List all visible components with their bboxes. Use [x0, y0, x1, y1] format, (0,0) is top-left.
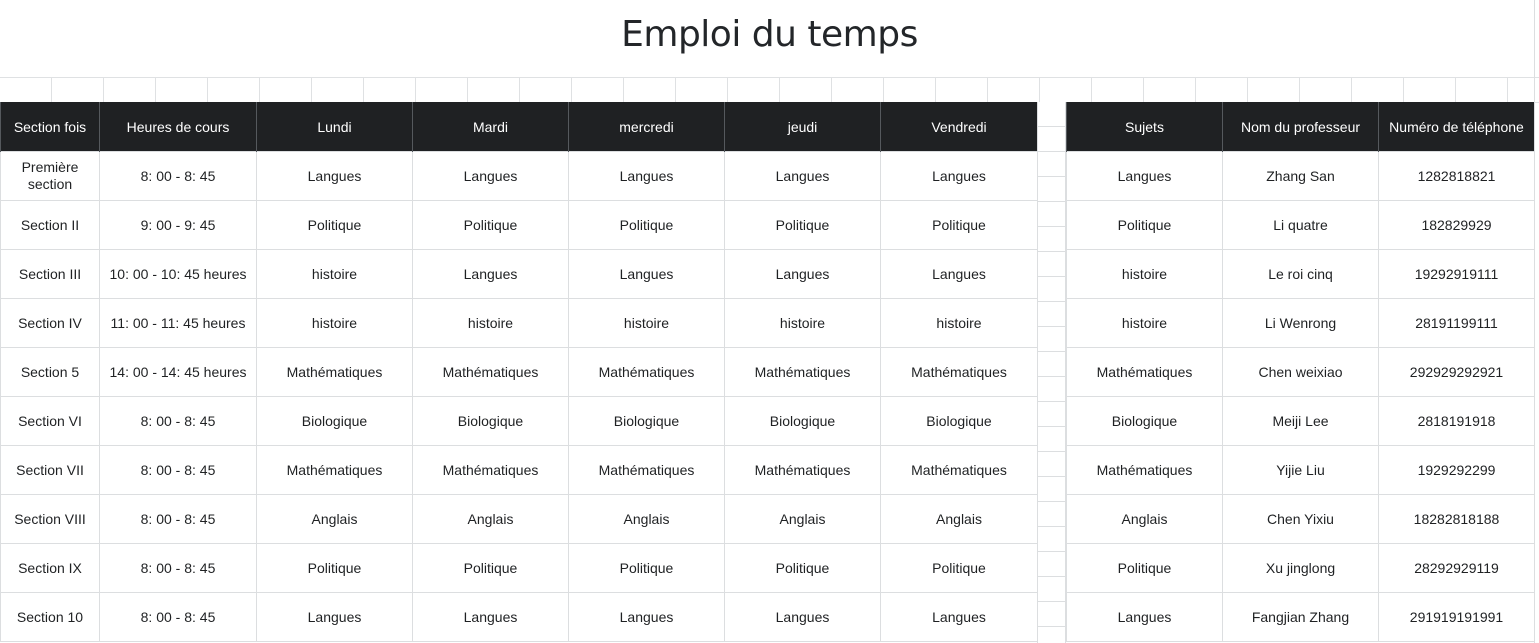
- phone-cell[interactable]: 28191199111: [1379, 299, 1535, 348]
- day-cell[interactable]: Mathématiques: [413, 446, 569, 495]
- phone-cell[interactable]: 2818191918: [1379, 397, 1535, 446]
- day-cell[interactable]: Langues: [257, 593, 413, 642]
- day-cell[interactable]: Mathématiques: [881, 348, 1038, 397]
- day-cell[interactable]: histoire: [569, 299, 725, 348]
- day-cell[interactable]: Langues: [725, 593, 881, 642]
- teacher-cell[interactable]: Meiji Lee: [1223, 397, 1379, 446]
- table-row: [1067, 152, 1535, 201]
- subject-cell[interactable]: Mathématiques: [1067, 446, 1223, 495]
- hours-cell[interactable]: 8: 00 - 8: 45: [100, 495, 257, 544]
- day-cell[interactable]: Politique: [413, 201, 569, 250]
- table-row: [1067, 348, 1535, 397]
- day-cell[interactable]: Politique: [725, 544, 881, 593]
- subject-cell[interactable]: Langues: [1067, 593, 1223, 642]
- timetable: [0, 102, 1038, 642]
- day-cell[interactable]: histoire: [725, 299, 881, 348]
- teacher-header-row: [1067, 102, 1535, 152]
- hours-cell[interactable]: 9: 00 - 9: 45: [100, 201, 257, 250]
- day-cell[interactable]: Politique: [413, 544, 569, 593]
- column-gap: [1037, 102, 1066, 643]
- section-cell[interactable]: Section IX: [1, 544, 100, 593]
- timetable-header-row: [1, 102, 1038, 152]
- day-cell[interactable]: histoire: [257, 299, 413, 348]
- column-header[interactable]: Numéro de téléphone: [1379, 102, 1535, 152]
- section-cell[interactable]: Section III: [1, 250, 100, 299]
- table-row: [1067, 397, 1535, 446]
- section-cell[interactable]: Section VIII: [1, 495, 100, 544]
- hours-cell[interactable]: 8: 00 - 8: 45: [100, 152, 257, 201]
- hours-cell[interactable]: 8: 00 - 8: 45: [100, 544, 257, 593]
- table-row: [1, 593, 1038, 642]
- subject-cell[interactable]: Langues: [1067, 152, 1223, 201]
- day-cell[interactable]: Anglais: [257, 495, 413, 544]
- subject-cell[interactable]: histoire: [1067, 299, 1223, 348]
- day-cell[interactable]: Langues: [413, 152, 569, 201]
- day-cell[interactable]: Anglais: [569, 495, 725, 544]
- day-cell[interactable]: Langues: [881, 250, 1038, 299]
- column-header[interactable]: mercredi: [569, 102, 725, 152]
- column-header[interactable]: Sujets: [1067, 102, 1223, 152]
- day-cell[interactable]: Langues: [569, 250, 725, 299]
- table-row: [1067, 250, 1535, 299]
- phone-cell[interactable]: 18282818188: [1379, 495, 1535, 544]
- day-cell[interactable]: Politique: [569, 201, 725, 250]
- hours-cell[interactable]: 8: 00 - 8: 45: [100, 446, 257, 495]
- day-cell[interactable]: Langues: [725, 250, 881, 299]
- day-cell[interactable]: Langues: [569, 152, 725, 201]
- day-cell[interactable]: Biologique: [569, 397, 725, 446]
- day-cell[interactable]: Biologique: [257, 397, 413, 446]
- phone-cell[interactable]: 292929292921: [1379, 348, 1535, 397]
- section-cell[interactable]: Section VII: [1, 446, 100, 495]
- table-row: [1, 201, 1038, 250]
- day-cell[interactable]: histoire: [881, 299, 1038, 348]
- table-row: [1, 397, 1038, 446]
- day-cell[interactable]: Mathématiques: [257, 446, 413, 495]
- section-cell[interactable]: Section 10: [1, 593, 100, 642]
- teacher-cell[interactable]: Zhang San: [1223, 152, 1379, 201]
- teacher-cell[interactable]: Li quatre: [1223, 201, 1379, 250]
- table-row: [1, 446, 1038, 495]
- section-cell[interactable]: Section VI: [1, 397, 100, 446]
- day-cell[interactable]: Politique: [725, 201, 881, 250]
- phone-cell[interactable]: 1282818821: [1379, 152, 1535, 201]
- day-cell[interactable]: Langues: [881, 152, 1038, 201]
- phone-cell[interactable]: 1929292299: [1379, 446, 1535, 495]
- table-row: [1067, 299, 1535, 348]
- table-row: [1067, 544, 1535, 593]
- day-cell[interactable]: Mathématiques: [569, 348, 725, 397]
- day-cell[interactable]: Mathématiques: [881, 446, 1038, 495]
- teacher-cell[interactable]: Yijie Liu: [1223, 446, 1379, 495]
- page-title: Emploi du temps: [621, 14, 918, 55]
- day-cell[interactable]: Politique: [881, 201, 1038, 250]
- column-header[interactable]: Vendredi: [881, 102, 1038, 152]
- day-cell[interactable]: Mathématiques: [257, 348, 413, 397]
- teacher-cell[interactable]: Li Wenrong: [1223, 299, 1379, 348]
- table-row: [1, 544, 1038, 593]
- day-cell[interactable]: Mathématiques: [725, 446, 881, 495]
- section-cell[interactable]: Première section: [1, 152, 100, 201]
- table-row: [1067, 446, 1535, 495]
- day-cell[interactable]: Anglais: [881, 495, 1038, 544]
- day-cell[interactable]: Langues: [569, 593, 725, 642]
- phone-cell[interactable]: 28292929119: [1379, 544, 1535, 593]
- hours-cell[interactable]: 11: 00 - 11: 45 heures: [100, 299, 257, 348]
- spreadsheet-grid-row: [0, 77, 1539, 103]
- phone-cell[interactable]: 182829929: [1379, 201, 1535, 250]
- column-header[interactable]: Lundi: [257, 102, 413, 152]
- day-cell[interactable]: Politique: [881, 544, 1038, 593]
- phone-cell[interactable]: 291919191991: [1379, 593, 1535, 642]
- table-row: [1, 250, 1038, 299]
- day-cell[interactable]: Anglais: [725, 495, 881, 544]
- hours-cell[interactable]: 14: 00 - 14: 45 heures: [100, 348, 257, 397]
- teacher-cell[interactable]: Chen weixiao: [1223, 348, 1379, 397]
- subject-cell[interactable]: Mathématiques: [1067, 348, 1223, 397]
- day-cell[interactable]: Biologique: [881, 397, 1038, 446]
- day-cell[interactable]: Langues: [725, 152, 881, 201]
- day-cell[interactable]: Langues: [257, 152, 413, 201]
- day-cell[interactable]: Langues: [881, 593, 1038, 642]
- table-row: [1067, 593, 1535, 642]
- day-cell[interactable]: histoire: [257, 250, 413, 299]
- day-cell[interactable]: Biologique: [413, 397, 569, 446]
- subject-cell[interactable]: Biologique: [1067, 397, 1223, 446]
- column-header[interactable]: jeudi: [725, 102, 881, 152]
- day-cell[interactable]: Politique: [257, 544, 413, 593]
- phone-cell[interactable]: 19292919111: [1379, 250, 1535, 299]
- subject-cell[interactable]: histoire: [1067, 250, 1223, 299]
- column-header[interactable]: Heures de cours: [100, 102, 257, 152]
- hours-cell[interactable]: 8: 00 - 8: 45: [100, 397, 257, 446]
- day-cell[interactable]: Mathématiques: [725, 348, 881, 397]
- table-row: [1, 152, 1038, 201]
- teacher-table: [1066, 102, 1535, 642]
- day-cell[interactable]: histoire: [413, 299, 569, 348]
- column-header[interactable]: Mardi: [413, 102, 569, 152]
- table-row: [1067, 201, 1535, 250]
- subject-cell[interactable]: Anglais: [1067, 495, 1223, 544]
- table-row: [1, 299, 1038, 348]
- table-row: [1, 495, 1038, 544]
- section-cell[interactable]: Section IV: [1, 299, 100, 348]
- section-cell[interactable]: Section II: [1, 201, 100, 250]
- day-cell[interactable]: Mathématiques: [413, 348, 569, 397]
- table-row: [1067, 495, 1535, 544]
- day-cell[interactable]: Politique: [257, 201, 413, 250]
- teacher-cell[interactable]: Le roi cinq: [1223, 250, 1379, 299]
- day-cell[interactable]: Anglais: [413, 495, 569, 544]
- day-cell[interactable]: Biologique: [725, 397, 881, 446]
- section-cell[interactable]: Section 5: [1, 348, 100, 397]
- hours-cell[interactable]: 8: 00 - 8: 45: [100, 593, 257, 642]
- subject-cell[interactable]: Politique: [1067, 544, 1223, 593]
- teacher-cell[interactable]: Xu jinglong: [1223, 544, 1379, 593]
- teacher-cell[interactable]: Chen Yixiu: [1223, 495, 1379, 544]
- day-cell[interactable]: Langues: [413, 250, 569, 299]
- column-header[interactable]: Nom du professeur: [1223, 102, 1379, 152]
- table-row: [1, 348, 1038, 397]
- day-cell[interactable]: Politique: [569, 544, 725, 593]
- teacher-cell[interactable]: Fangjian Zhang: [1223, 593, 1379, 642]
- day-cell[interactable]: Mathématiques: [569, 446, 725, 495]
- sheet-edge: [1534, 0, 1535, 643]
- column-header[interactable]: Section fois: [1, 102, 100, 152]
- day-cell[interactable]: Langues: [413, 593, 569, 642]
- hours-cell[interactable]: 10: 00 - 10: 45 heures: [100, 250, 257, 299]
- subject-cell[interactable]: Politique: [1067, 201, 1223, 250]
